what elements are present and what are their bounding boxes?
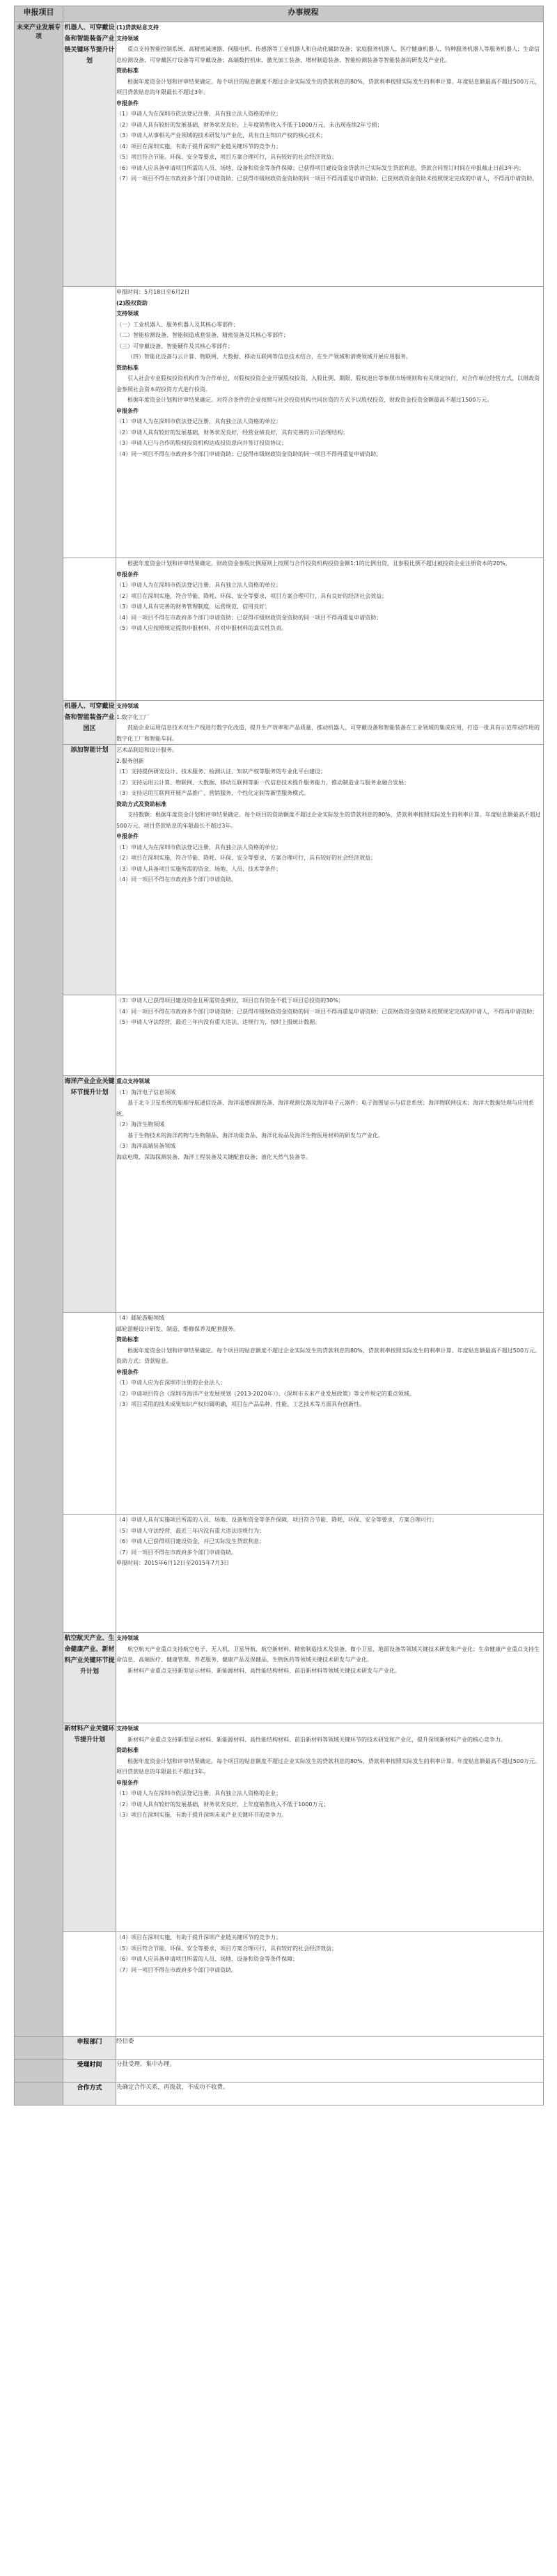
- section-paragraph: （四）智能化设备与云计算、物联网、大数据、移动互联网等信息技术结合，在生产领域和消费领域开展应用服务。: [127, 354, 411, 360]
- section-paragraph: （2）申请人具有较好的发展基础，财务状况良好，经营业绩良好，具有完善的公司治理结构；: [116, 429, 349, 436]
- section-paragraph: （7）同一项目不得在市政府多个部门申请资助。: [116, 1966, 237, 1973]
- footer-label: 申报部门: [63, 2037, 116, 2060]
- section-body: [116, 558, 544, 701]
- section-paragraph: 1.数字化工厂: [116, 713, 150, 720]
- section-paragraph: 资助方式：贷款贴息。: [116, 1358, 172, 1364]
- footer-label: 合作方式: [63, 2083, 116, 2105]
- section-paragraph: （3）项目在深圳实施，有助于提升深圳未来产业关键环节的竞争力。: [116, 1812, 288, 1818]
- section-row: [15, 1932, 544, 2037]
- footer-blank-cell: [15, 2083, 63, 2105]
- section-paragraph: （1）海洋电子信息领域: [116, 1089, 176, 1096]
- section-label: [63, 287, 116, 558]
- section-paragraph: （4）项目在深圳实施，有助于提升深圳产业链关键环节的竞争力；: [116, 1934, 282, 1941]
- footer-row: [15, 2037, 544, 2060]
- section-paragraph: （4）邮轮游艇领域: [116, 1315, 165, 1321]
- section-paragraph: 支持领域: [116, 1635, 139, 1641]
- section-paragraph: 申报条件: [116, 833, 139, 839]
- header-project: 申报项目: [15, 6, 63, 22]
- section-paragraph: 资助标准: [116, 68, 139, 74]
- section-paragraph: 引入社会专业股权投资机构作为合作单位，对股权投资企业开展股权投资，入股比例、期限、股权退出等参照市场规则和有关规定执行，对合作单位经营方式，以财政资金参照社会资本的投资方式进行投资。: [116, 375, 540, 393]
- section-paragraph: （1）申请人为在深圳市依法登记注册，具有独立法人资格的单位；: [116, 844, 282, 851]
- section-label: [63, 1515, 116, 1633]
- section-paragraph: （3）支持运用互联网开展产品推广、营销服务、个性化定制等新型服务模式。: [116, 790, 310, 796]
- section-paragraph: 支持领域: [116, 35, 139, 42]
- section-paragraph: （3）申请人已与合作的股权投资机构达成投资意向并签订投资协议；: [116, 440, 288, 446]
- section-paragraph: 支持领域: [116, 703, 139, 709]
- section-row: [15, 1723, 544, 1932]
- section-row: [15, 1313, 544, 1515]
- section-paragraph: 重点支持领域: [116, 1078, 150, 1084]
- section-paragraph: (1)贷款贴息支持: [116, 24, 159, 31]
- section-body: [116, 1076, 544, 1313]
- section-body: [116, 1723, 544, 1932]
- section-label: [63, 1932, 116, 2037]
- section-paragraph: （二）智能检测设备、智能制造成套装备、精密装备及其核心零部件；: [116, 332, 289, 338]
- section-paragraph: （1）支持提供研发设计、技术服务、检测认证、知识产权等服务的专业化平台建设；: [116, 768, 327, 775]
- table-header-row: [15, 6, 544, 22]
- section-paragraph: （6）申请人应具备申请项目所需的人员、场地、设备和资金等条件保障；: [116, 1956, 299, 1962]
- section-row: [15, 995, 544, 1076]
- section-paragraph: （4）项目在深圳实施，有助于提升深圳产业链关键环节的竞争力；: [116, 143, 282, 150]
- section-row: [15, 287, 544, 558]
- section-paragraph: 根据年度资金计划和评审结果确定。每个项目的贴息额度不超过企业实际发生的贷款利息的80%，贷款利率按照实际发生的利率计算。年度贴息额最高不超过500万元，项目贷款贴息的年限最长不超过3年。: [116, 78, 541, 95]
- section-paragraph: （2）申请人具有较好的发展基础，财务状况良好，上年度销售收入不低于1000万元，未出现连续2年亏损；: [116, 121, 383, 128]
- section-paragraph: 航空航天产业重点支持航空电子、无人机、卫星导航、航空新材料、精密制造技术及装备、微小卫星、地面设备等领域关键技术研发和产业化；生命健康产业重点支持生命信息、高端医疗、健康管理、养老服务、健康产品及保健品、生物医药等领域关键技术研发与产业化。: [116, 1645, 540, 1663]
- section-paragraph: （2）支持运用云计算、物联网、大数据、移动互联网等新一代信息技术提升服务能力，推动制造业与服务业融合发展；: [116, 779, 410, 786]
- section-paragraph: 支持领域: [116, 1725, 139, 1732]
- section-paragraph: 邮轮游艇设计研发、制造、维修保养及配套服务。: [116, 1325, 239, 1332]
- footer-value: 经信委: [116, 2037, 544, 2060]
- section-paragraph: （1）申请人为在深圳市依法登记注册，具有独立法人资格的单位；: [116, 111, 282, 117]
- section-paragraph: 鼓励企业运用信息技术对生产线进行数字化改造，提升生产效率和产品质量，推动机器人、可穿戴设备和智能装备在工业领域的集成应用，打造一批具有示范带动作用的数字化工厂和智能车间。: [116, 725, 540, 742]
- section-paragraph: （4）同一项目不得在市政府多个部门申请资助；已获得市级财政资金资助的同一项目不得再重复申请资助；: [116, 614, 382, 621]
- section-body: [116, 1932, 544, 2037]
- section-paragraph: （2）项目在深圳实施，符合节能、降耗、环保、安全等要求，方案合理可行，具有较好的社会经济效益；: [116, 855, 377, 861]
- section-paragraph: 根据年度资金计划和评审结果确定。财政资金参股比例原则上按照与合作投资机构投资金额1:1的比例出资，且参股比例不超过被投资企业注册资本的20%。: [127, 560, 511, 567]
- section-label: [63, 558, 116, 701]
- section-paragraph: 申报条件: [116, 407, 139, 414]
- section-paragraph: （2）项目在深圳实施，符合节能、降耗、环保、安全等要求，项目方案合理可行，具有良好的经济社会效益；: [116, 592, 388, 599]
- section-paragraph: 申报条件: [116, 100, 139, 106]
- section-label: 海洋产业企业关键环节提升计划: [63, 1076, 116, 1313]
- section-paragraph: （5）申请人守法经营，最近三年内没有重大违法、违规行为，按时上报统计数据。: [116, 1019, 321, 1025]
- section-paragraph: （5）项目符合节能、环保、安全等要求，项目方案合理可行，具有较好的社会经济效益；: [116, 154, 338, 160]
- section-body: [116, 995, 544, 1076]
- policy-table: [14, 6, 544, 2105]
- section-paragraph: （6）申请人应具备申请项目所需的人员、场地、设备和资金等条件保障；已获得项目建设资金贷款并已实际发生贷款利息，贷款合同签订时间在申报截止日前3年内；: [116, 164, 525, 171]
- section-paragraph: 艺术品制造和设计服务。: [116, 747, 178, 753]
- section-paragraph: （6）申请人已获得项目建设资金，并已实际发生贷款利息；: [116, 1538, 265, 1544]
- section-paragraph: （3）申请人已获得项目建设资金且所需资金到位，项目自有资金不低于项目总投资的30%；: [116, 997, 344, 1004]
- section-paragraph: （一）工业机器人、服务机器人及其核心零部件；: [116, 321, 239, 328]
- section-paragraph: （2）申请人具有较好的发展基础，财务状况良好，上年度销售收入不低于1000万元；: [116, 1801, 329, 1808]
- section-paragraph: （1）申请人为在深圳市依法登记注册，具有独立法人资格的单位；: [116, 582, 282, 588]
- section-paragraph: （三）可穿戴设备、智能硬件及其核心零部件；: [116, 342, 233, 349]
- section-body: [116, 287, 544, 558]
- section-paragraph: （3）申请人具有完善的财务管理制度，运营规范，信用良好；: [116, 603, 271, 610]
- section-paragraph: （5）项目符合节能、环保、安全等要求，项目方案合理可行，具有较好的社会经济效益；: [116, 1945, 338, 1952]
- section-paragraph: （3）项目采用的技术成果知识产权归属明确，项目在产品品种、性能、工艺技术等方面具有创新性。: [116, 1401, 366, 1407]
- section-paragraph: 根据年度资金计划和评审结果确定。每个项目的贴息额度不超过企业实际发生的贷款利息的80%，贷款利率按照实际发生的利率计算。年度贴息额最高不超过500万元。: [127, 1347, 541, 1354]
- footer-value: 分批受理、集中办理。: [116, 2060, 544, 2083]
- section-paragraph: （4）同一项目不得在市政府多个部门申请资助；已获得市级财政资金资助的同一项目不得再重复申请资助。: [116, 450, 382, 457]
- section-paragraph: （2）海洋生物领域: [116, 1121, 165, 1128]
- section-paragraph: （1）申请人为在深圳市依法登记注册，具有独立法人资格的单位；: [116, 418, 282, 425]
- section-row: [15, 1633, 544, 1723]
- footer-row: [15, 2060, 544, 2083]
- section-paragraph: 申报时间：2015年6月12日至2015年7月3日: [116, 1560, 230, 1566]
- footer-row: [15, 2083, 544, 2105]
- section-paragraph: （7）同一项目不得在市政府多个部门申请资助。: [116, 1549, 237, 1556]
- section-paragraph: （1）申请人为在深圳市依法登记注册，具有独立法人资格的企业；: [116, 1790, 282, 1796]
- section-paragraph: 申报条件: [116, 571, 139, 578]
- category-main: 未来产业发展专项: [15, 22, 63, 2037]
- section-label: 机器人、可穿戴设备和智能装备产业链关键环节提升计划: [63, 22, 116, 287]
- section-paragraph: 申报条件: [116, 1368, 139, 1375]
- section-paragraph: 资助标准: [116, 364, 139, 371]
- section-row: [15, 22, 544, 287]
- section-paragraph: 支持领域: [116, 310, 139, 317]
- section-paragraph: （4）申请人具有实施项目所需的人员、场地、设备和资金等条件保障，项目符合节能、降耗、环保、安全等要求，方案合理可行；: [116, 1517, 438, 1523]
- section-label: 新材料产业关键环节提升计划: [63, 1723, 116, 1932]
- section-body: [116, 745, 544, 995]
- section-row: [15, 701, 544, 745]
- section-label: [63, 995, 116, 1076]
- footer-label: 受理时间: [63, 2060, 116, 2083]
- section-paragraph: （4）同一项目不得在市政府多个部门申请资助；已获得市级财政资金资助的同一项目不得再重复申请资助；已获财政资金资助未按照规定完成的申请人，不得再申请资助；: [116, 1008, 538, 1015]
- section-paragraph: 资助标准: [116, 1747, 139, 1753]
- section-label: 添加智能计划: [63, 745, 116, 995]
- section-body: [116, 701, 544, 745]
- section-paragraph: （3）申请人从事相关产业领域的技术研发与产业化，具有自主知识产权的核心技术；: [116, 132, 327, 139]
- section-paragraph: 资助标准: [116, 1336, 139, 1343]
- section-label: 机器人、可穿戴设备和智能装备产业园区: [63, 701, 116, 745]
- section-paragraph: （5）申请人守法经营，最近三年内没有重大违法违规行为；: [116, 1527, 265, 1534]
- section-paragraph: （7）同一项目不得在市政府多个部门申请资助；已获得市级财政资金资助的同一项目不得再重复申请资助；已获财政资金资助未按照规定完成的申请人，不得再申请资助。: [116, 175, 538, 182]
- section-paragraph: （5）申请人应按照规定提供申报材料，并对申报材料的真实性负责。: [116, 625, 288, 631]
- section-paragraph: 基于北斗卫星系统的船舶导航通信设备、海洋遥感探测设备、海洋观测仪器及海洋电子元器件；电子海图显示与信息系统；海洋物联网技术；海洋大数据处理与应用系统。: [116, 1100, 534, 1117]
- header-procedure: 办事规程: [63, 6, 544, 22]
- section-body: [116, 1515, 544, 1633]
- section-paragraph: （3）申请人具备项目实施所需的资金、场地、人员、技术等条件；: [116, 865, 282, 872]
- section-row: [15, 558, 544, 701]
- section-paragraph: 基于生物技术的海洋药物与生物制品、海洋功能食品、海洋化妆品及海洋生物医用材料的研发与产业化。: [127, 1132, 384, 1139]
- footer-value: 先确定合作关系，再拨款，不成功不收费。: [116, 2083, 544, 2105]
- section-paragraph: 新材料产业重点支持新型显示材料、新能源材料、高性能结构材料、前沿新材料等领域关键技术研发与产业化。: [127, 1667, 400, 1674]
- section-body: [116, 1633, 544, 1723]
- footer-blank-cell: [15, 2060, 63, 2083]
- section-body: [116, 22, 544, 287]
- section-paragraph: 2.服务创新: [116, 757, 144, 764]
- section-paragraph: 根据年度资金计划和评审结果确定。对符合条件的企业按照与社会投资机构共同出资的方式予以股权投资，财政资金投资金额最高不超过1500万元。: [127, 397, 493, 403]
- section-body: [116, 1313, 544, 1515]
- section-paragraph: 资助方式及资助标准: [116, 800, 166, 807]
- section-paragraph: 申报条件: [116, 1779, 139, 1786]
- section-paragraph: 支持数额：根据年度资金计划和评审结果确定。每个项目的资助额度不超过企业实际发生的贷款利息的80%，贷款利率按照实际发生的利率计算。年度贴息额最高不超过500万元。项目贷款贴息的年限最长不超过3年。: [116, 812, 541, 829]
- section-label: 航空航天产业、生命健康产业、新材料产业关键环节提升计划: [63, 1633, 116, 1723]
- section-paragraph: （4）同一项目不得在市政府多个部门申请资助。: [116, 876, 237, 883]
- section-paragraph: 根据年度资金计划和评审结果确定。每个项目的贴息额度不超过企业实际发生的贷款利息的80%，贷款利率按照实际发生的利率计算。年度贴息额最高不超过500万元。项目贷款贴息的年限最长不超过3年。: [116, 1757, 541, 1775]
- section-paragraph: 重点支持智能控制系统、高精密减速器、伺服电机、传感器等工业机器人和自动化辅助设备；家庭服务机器人、医疗健康机器人、特种服务机器人等服务机器人；生命信息检测设备、可穿戴医疗设备等可穿戴设备；高端数控机床、激光加工装备、增材制造装备、智能检测装备等智能装备的研发及产业化。: [116, 46, 540, 63]
- section-paragraph: （2）申请项目符合《深圳市海洋产业发展规划（2013-2020年）》、《深圳市未来产业发展政策》等文件规定的重点领域。: [116, 1390, 415, 1397]
- section-paragraph: （1）申请人应为在深圳市注册的企业法人；: [116, 1380, 226, 1386]
- section-row: [15, 745, 544, 995]
- section-paragraph: 新材料产业重点支持新型显示材料、新能源材料、高性能结构材料、前沿新材料等领域关键环节的技术研发和产业化，提升深圳新材料产业的核心竞争力。: [127, 1736, 506, 1743]
- section-paragraph: (2)股权资助: [116, 299, 148, 306]
- section-paragraph: 海底电缆、深海探测装备、海洋工程装备及关键配套设备；液化天然气装备等。: [116, 1153, 311, 1160]
- section-paragraph: （3）海洋高端装备领域: [116, 1143, 176, 1149]
- section-paragraph: 申报时间：5月18日至6月2日: [116, 289, 190, 295]
- section-label: [63, 1313, 116, 1515]
- section-row: [15, 1515, 544, 1633]
- footer-blank-cell: [15, 2037, 63, 2060]
- section-row: [15, 1076, 544, 1313]
